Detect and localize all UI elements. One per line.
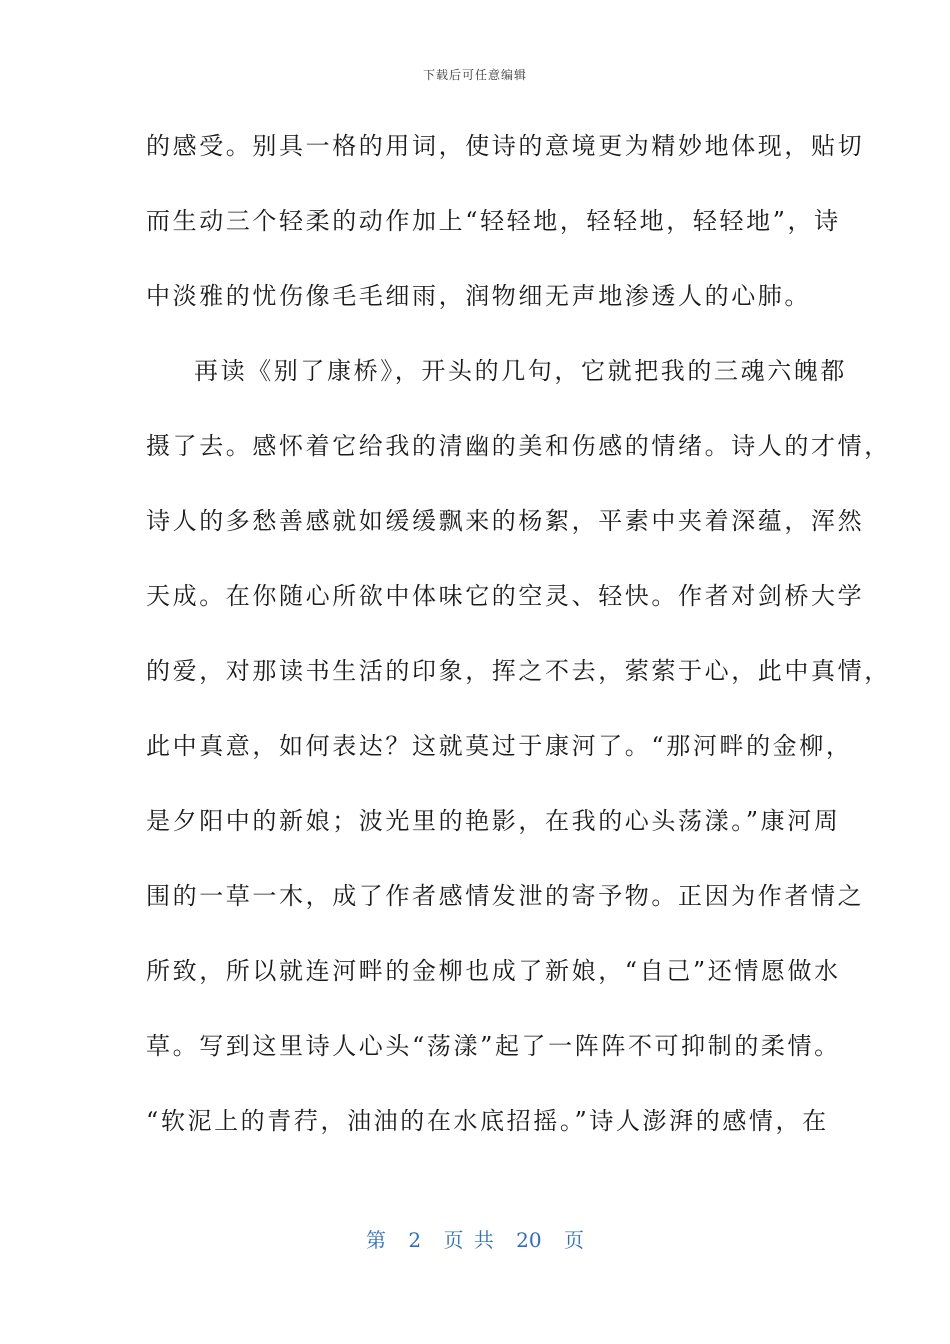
document-body bbox=[146, 120, 891, 1170]
paragraph-line: 的感受。别具一格的用词，使诗的意境更为精妙地体现，贴切 bbox=[146, 132, 865, 160]
page-number: 2 bbox=[408, 1228, 422, 1252]
paragraph-line: 的爱，对那读书生活的印象，挥之不去，萦萦于心，此中真情， bbox=[146, 657, 891, 685]
page-footer-middle: 页 共 bbox=[443, 1228, 494, 1252]
paragraph-line: 诗人的多愁善感就如缓缓飘来的杨絮，平素中夹着深蕴，浑然 bbox=[146, 507, 865, 535]
page-footer-prefix: 第 bbox=[366, 1228, 386, 1252]
paragraph-line: “软泥上的青荇，油油的在水底招摇。”诗人澎湃的感情，在 bbox=[146, 1107, 829, 1135]
paragraph-line: 所致，所以就连河畔的金柳也成了新娘，“自己”还情愿做水 bbox=[146, 957, 841, 985]
paragraph-line: 草。写到这里诗人心头“荡漾”起了一阵阵不可抑制的柔情。 bbox=[146, 1032, 841, 1060]
paragraph-line: 围的一草一木，成了作者感情发泄的寄予物。正因为作者情之 bbox=[146, 882, 865, 910]
page-total: 20 bbox=[516, 1228, 542, 1252]
page-footer-suffix: 页 bbox=[563, 1228, 584, 1252]
paragraph-line: 是夕阳中的新娘；波光里的艳影，在我的心头荡漾。”康河周 bbox=[146, 807, 841, 835]
paragraph-line: 摄了去。感怀着它给我的清幽的美和伤感的情绪。诗人的才情， bbox=[146, 432, 891, 460]
page-footer bbox=[0, 1224, 950, 1253]
paragraph-line: 天成。在你随心所欲中体味它的空灵、轻快。作者对剑桥大学 bbox=[146, 582, 865, 610]
paragraph-line: 中淡雅的忧伤像毛毛细雨，润物细无声地渗透人的心肺。 bbox=[146, 282, 811, 310]
paragraph-line: 再读《别了康桥》，开头的几句，它就把我的三魂六魄都 bbox=[194, 357, 847, 385]
page-header: 下载后可任意编辑 bbox=[422, 68, 527, 82]
paragraph-line: 此中真意，如何表达？这就莫过于康河了。“那河畔的金柳， bbox=[146, 732, 853, 760]
paragraph-line: 而生动三个轻柔的动作加上“轻轻地，轻轻地，轻轻地”，诗 bbox=[146, 207, 841, 235]
